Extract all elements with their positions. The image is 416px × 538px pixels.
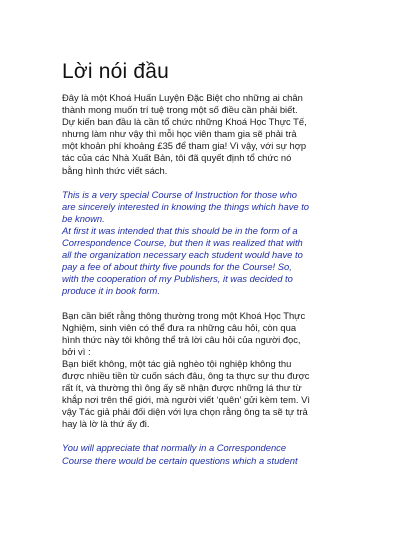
text-line: hay là lờ là thứ ấy đi. [62,418,150,430]
text-line: vậy Tác giả phải đối diện với lựa chọn rằng ông ta sẽ tự trả [62,406,308,418]
text-line: Nghiệm, sinh viên có thể đưa ra những câu hỏi, còn qua [62,321,297,333]
text-line: nhưng làm như vậy thì mỗi học viên tham gia sẽ phải trả [62,128,297,140]
text-line: This is a very special Course of Instruction for those who [62,188,297,200]
page-title: Lời nói đầu [62,60,170,83]
text-line: be known. [62,212,105,224]
text-line: produce it in book form. [62,285,160,297]
text-line: hình thức này tôi không thể trả lời câu hỏi của người đọc, [62,333,301,345]
text-line: all the organization necessary each student would have to [62,249,303,261]
text-line: with the cooperation of my Publishers, it was decided to [62,273,293,285]
text-line: tác của các Nhà Xuất Bản, tôi đã quyết định tổ chức nó [62,152,292,164]
text-line: Đây là một Khoá Huấn Luyện Đặc Biệt cho những ai chân [62,92,303,103]
text-line: Bạn cần biết rằng thông thường trong một Khoá Học Thực [62,309,306,321]
text-line: khắp nơi trên thế giới, mà người viết ‘quên’ gửi kèm tem. Vì [62,394,310,406]
document-page [62,58,392,467]
text-line: một khoản phí khoảng £35 để tham gia! Vì vậy, với sự hợp [62,140,307,152]
paragraph-english-intro [62,189,392,298]
paragraph-english-questions [62,442,392,466]
text-line: bằng hình thức viết sách. [62,164,168,176]
paragraph-vietnamese-questions [62,310,392,431]
paragraph-vietnamese-intro [62,92,392,177]
text-line: thành mong muốn trí tuệ trong một số điều cần phải biết. [62,104,298,116]
text-line: được nhiều tiền từ cuốn sách đâu, ông ta thực sự thu được [62,369,310,381]
text-line: You will appreciate that normally in a Correspondence [62,442,287,454]
text-line: pay a fee of about thirty five pounds for the Course! So, [62,261,292,273]
text-line: are sincerely interested in knowing the things which have to [62,200,310,212]
text-line: rất ít, và thường thì ông ấy sẽ nhận được những lá thư từ [62,382,302,394]
text-line: At first it was intended that this should be in the form of a [62,224,298,236]
text-line: Bạn biết không, một tác giả nghèo tội nghiệp không thu [62,357,292,369]
text-line: Dự kiến ban đầu là cần tổ chức những Khoá Học Thực Tế, [62,116,307,128]
text-line: Correspondence Course, but then it was realized that with [62,237,303,249]
text-line: Course there would be certain questions which a student [62,454,298,466]
text-line: bởi vì : [62,345,91,357]
